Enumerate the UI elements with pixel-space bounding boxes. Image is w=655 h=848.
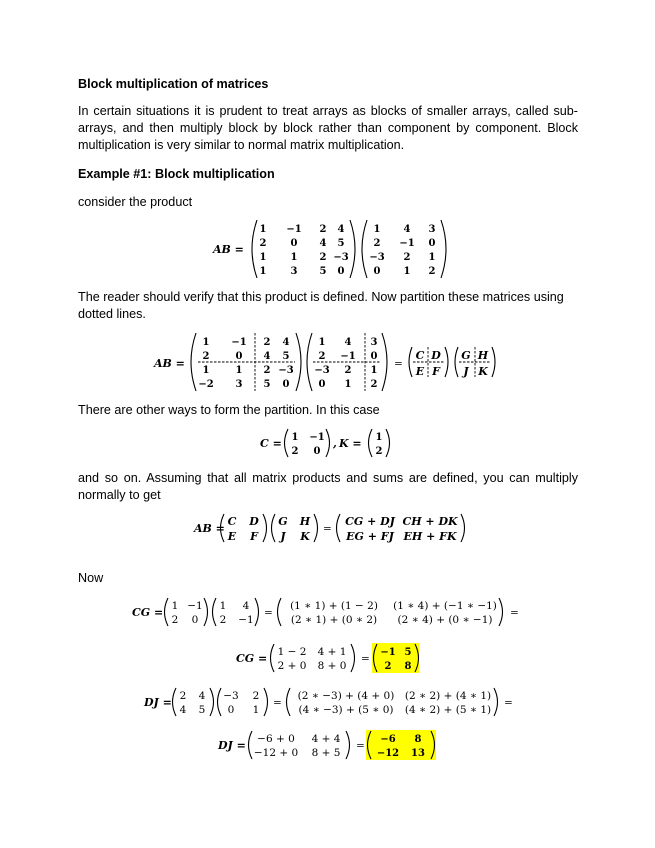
svg-text:5: 5 [198,704,206,716]
eq2-matrix-b [314,337,377,390]
svg-text:1: 1 [202,365,210,376]
svg-text:8: 8 [414,734,422,745]
svg-text:0: 0 [282,379,290,390]
svg-text:2: 2 [403,252,411,263]
svg-text:3: 3 [290,266,298,277]
svg-text:−1: −1 [231,337,247,348]
and-so-on-paragraph: and so on. Assuming that all matrix products and sums are defined, you can multiply normally to get [78,471,578,502]
intro-paragraph: In certain situations it is prudent to treat arrays as blocks of smaller arrays, called sub-arrays, and then multiply block by block rather than component by component. Block multiplication is very similar to normal matrix multiplication. [78,104,578,152]
svg-text:2: 2 [219,614,227,626]
svg-text:13: 13 [411,748,425,759]
svg-text:(1 ∗ 1) + (1 − 2): (1 ∗ 1) + (1 − 2) [290,600,378,612]
eq2-lhs: AB = [154,357,185,370]
svg-text:−3: −3 [314,365,330,376]
equation-cg-expanded [128,594,528,630]
svg-text:4: 4 [242,600,250,612]
svg-text:2: 2 [263,365,271,376]
svg-text:1: 1 [375,432,383,443]
svg-text:F: F [432,365,440,378]
eq1-matrix-a [260,224,349,277]
eq4-lhs: AB = [194,522,225,535]
svg-text:−3: −3 [369,252,385,263]
svg-text:2: 2 [259,238,267,249]
verify-paragraph: The reader should verify that this product is defined. Now partition these matrices using dotted lines. [78,290,564,321]
svg-text:1 − 2: 1 − 2 [277,646,307,658]
svg-text:3: 3 [428,224,436,235]
svg-text:4: 4 [282,337,290,348]
svg-text:0: 0 [290,238,298,249]
svg-text:8: 8 [404,661,412,672]
eq2-matrix-a [198,337,293,390]
svg-text:H: H [477,349,489,362]
svg-text:2: 2 [384,661,392,672]
eq8-equals: = [356,740,365,752]
svg-text:1: 1 [373,224,381,235]
eq3-comma: , [333,437,337,450]
svg-text:2: 2 [179,690,187,702]
svg-text:CG + DJ: CG + DJ [345,515,395,528]
svg-text:K: K [300,530,310,543]
equation-dj-expanded [140,684,525,720]
eq5-lhs: CG = [132,606,164,619]
svg-text:5: 5 [337,238,345,249]
svg-text:−1: −1 [286,224,302,235]
eq3-matrix-k [376,432,383,457]
svg-text:4: 4 [263,351,271,362]
eq3-c-label: C = [260,437,282,450]
eq5-result [290,600,497,626]
svg-text:5: 5 [263,379,271,390]
svg-text:(2 ∗ 1) + (0 ∗ 2): (2 ∗ 1) + (0 ∗ 2) [290,614,378,626]
svg-text:EG + FJ: EG + FJ [346,530,394,543]
equation-partitioned [150,329,510,395]
svg-text:0: 0 [227,704,235,716]
svg-text:4 + 1: 4 + 1 [317,646,347,658]
svg-text:1: 1 [428,252,436,263]
svg-text:(1 ∗ 4) + (−1 ∗ −1): (1 ∗ 4) + (−1 ∗ −1) [393,600,497,612]
equation-dj-result [214,727,444,763]
svg-text:4: 4 [198,690,206,702]
example-title: Example #1: Block multiplication [78,167,275,181]
eq7-matrix-d [180,690,206,716]
svg-text:D: D [249,515,259,528]
eq6-lhs: CG = [236,652,268,665]
svg-text:H: H [299,515,311,528]
svg-text:1: 1 [235,365,243,376]
svg-text:8 + 0: 8 + 0 [317,660,347,672]
eq4-result [345,515,458,543]
eq7-equals: = [273,697,282,709]
svg-text:2: 2 [318,351,326,362]
svg-text:2: 2 [171,614,179,626]
svg-text:4: 4 [319,238,327,249]
consider-text: consider the product [78,195,193,209]
svg-text:(4 ∗ 2) + (5 ∗ 1): (4 ∗ 2) + (5 ∗ 1) [404,704,492,716]
svg-text:(4 ∗ −3) + (5 ∗ 0): (4 ∗ −3) + (5 ∗ 0) [298,704,394,716]
svg-text:4 + 4: 4 + 4 [311,733,341,745]
svg-text:F: F [250,530,258,543]
svg-text:1: 1 [259,266,267,277]
svg-text:G: G [278,515,288,528]
eq5-tail-equals: = [510,607,519,619]
svg-text:K: K [478,365,488,378]
svg-text:3: 3 [370,337,378,348]
svg-text:(2 ∗ 4) + (0 ∗ −1): (2 ∗ 4) + (0 ∗ −1) [397,614,493,626]
svg-text:1: 1 [344,379,352,390]
svg-text:1: 1 [290,252,298,263]
svg-text:−1: −1 [399,238,415,249]
svg-text:2 + 0: 2 + 0 [277,660,307,672]
svg-text:2: 2 [373,238,381,249]
svg-text:−1: −1 [309,432,325,443]
eq5-matrix-g [220,600,254,626]
svg-text:0: 0 [191,614,199,626]
eq4-matrix-ghjk [278,515,311,543]
section-heading: Block multiplication of matrices [78,77,269,91]
svg-text:−3: −3 [278,365,294,376]
svg-text:5: 5 [282,351,290,362]
svg-text:1: 1 [291,432,299,443]
svg-text:E: E [227,530,237,543]
eq5-matrix-c [172,600,203,626]
svg-text:1: 1 [318,337,326,348]
svg-text:2: 2 [319,252,327,263]
equation-block-product [190,510,475,546]
svg-text:2: 2 [428,266,436,277]
now-text: Now [78,571,104,585]
svg-text:0: 0 [370,351,378,362]
eq6-matrix [278,646,347,672]
svg-text:0: 0 [318,379,326,390]
svg-text:1: 1 [202,337,210,348]
svg-text:EH + FK: EH + FK [403,530,457,543]
eq7-tail-equals: = [504,697,513,709]
eq6-equals: = [361,653,370,665]
svg-text:8 + 5: 8 + 5 [311,747,341,759]
svg-text:4: 4 [337,224,345,235]
eq3-k-label: K = [339,437,362,450]
svg-text:−6: −6 [380,734,396,745]
svg-text:D: D [431,349,441,362]
eq7-lhs: DJ = [144,696,172,709]
svg-text:2: 2 [263,337,271,348]
eq4-equals: = [323,523,332,535]
eq2-equals: = [394,358,403,370]
svg-text:−1: −1 [187,600,203,612]
svg-text:5: 5 [404,647,412,658]
eq3-matrix-c [292,432,325,457]
svg-text:−1: −1 [380,647,396,658]
equation-ab-product [205,216,455,282]
svg-text:−3: −3 [333,252,349,263]
svg-text:1: 1 [370,365,378,376]
svg-text:G: G [461,349,471,362]
svg-text:2: 2 [202,351,210,362]
svg-text:2: 2 [291,446,299,457]
svg-text:1: 1 [259,252,267,263]
svg-text:0: 0 [428,238,436,249]
eq4-matrix-cdef [227,515,259,543]
eq7-matrix-j [223,690,259,716]
svg-text:1: 1 [252,704,260,716]
equation-cg-result [232,640,432,676]
eq7-result [298,690,491,716]
svg-text:−12 + 0: −12 + 0 [253,747,299,759]
equation-c-k [255,425,405,461]
svg-text:1: 1 [259,224,267,235]
svg-text:1: 1 [219,600,227,612]
svg-text:J: J [280,530,286,543]
svg-text:E: E [415,365,425,378]
svg-text:C: C [415,349,425,362]
svg-text:0: 0 [313,446,321,457]
svg-text:2: 2 [375,446,383,457]
eq1-lhs: AB = [213,243,244,256]
svg-text:−2: −2 [198,379,214,390]
eq1-matrix-b [369,224,435,277]
svg-text:2: 2 [344,365,352,376]
svg-text:1: 1 [171,600,179,612]
svg-text:2: 2 [252,690,260,702]
svg-text:CH + DK: CH + DK [402,515,458,528]
svg-text:−6 + 0: −6 + 0 [257,733,295,745]
svg-text:−3: −3 [223,690,239,702]
svg-text:0: 0 [235,351,243,362]
svg-text:4: 4 [179,704,187,716]
eq8-matrix [254,733,341,759]
svg-text:−1: −1 [340,351,356,362]
svg-text:4: 4 [403,224,411,235]
svg-text:2: 2 [319,224,327,235]
svg-text:J: J [463,365,469,378]
svg-text:−12: −12 [376,748,400,759]
svg-text:(2 ∗ −3) + (4 + 0): (2 ∗ −3) + (4 + 0) [297,690,395,702]
svg-text:(2 ∗ 2) + (4 ∗ 1): (2 ∗ 2) + (4 ∗ 1) [404,690,492,702]
other-ways-text: There are other ways to form the partition. In this case [78,403,380,417]
eq8-lhs: DJ = [218,739,246,752]
svg-text:−1: −1 [238,614,254,626]
svg-text:C: C [227,515,237,528]
svg-text:0: 0 [373,266,381,277]
svg-text:5: 5 [319,266,327,277]
svg-text:3: 3 [235,379,243,390]
svg-text:0: 0 [337,266,345,277]
svg-text:4: 4 [344,337,352,348]
eq5-equals: = [264,607,273,619]
svg-text:2: 2 [370,379,378,390]
svg-text:1: 1 [403,266,411,277]
